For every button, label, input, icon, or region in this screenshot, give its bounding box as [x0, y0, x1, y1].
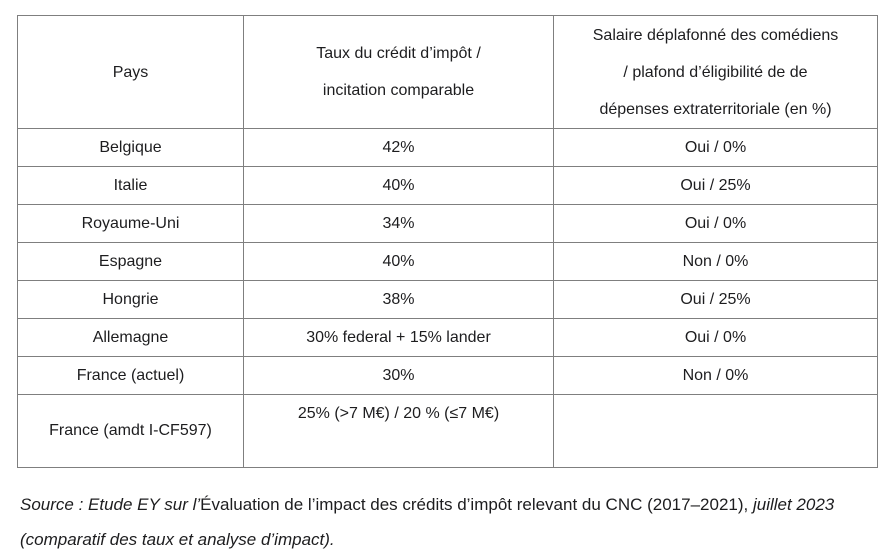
table-row-royaume-uni — [18, 205, 878, 243]
cell-salaire: Non / 0% — [554, 357, 878, 395]
header-label: Pays — [112, 63, 149, 81]
table-row-france-amdt — [18, 395, 878, 468]
header-cell-taux — [244, 16, 554, 129]
cell-taux: 40% — [244, 243, 554, 281]
table-row-italie — [18, 167, 878, 205]
table-row-france-actuel — [18, 357, 878, 395]
cell-salaire: Oui / 0% — [554, 129, 878, 167]
cell-pays: Allemagne — [18, 319, 244, 357]
table-row-hongrie — [18, 281, 878, 319]
source-citation — [20, 487, 878, 550]
table-row-allemagne — [18, 319, 878, 357]
header-label-line: incitation comparable — [322, 82, 475, 99]
cell-taux: 30% federal + 15% lander — [244, 319, 554, 357]
cell-pays: France (actuel) — [18, 357, 244, 395]
header-cell-pays — [18, 16, 244, 129]
header-label-line: dépenses extraterritoriale (en %) — [599, 100, 832, 118]
source-segment-italic: juillet 2023 (comparatif des taux et analyse d’impact). — [20, 495, 835, 549]
header-label-line: / plafond d’éligibilité de de — [623, 63, 808, 81]
header-row — [18, 16, 878, 129]
cell-pays: France (amdt I-CF597) — [18, 395, 244, 468]
table-row-espagne — [18, 243, 878, 281]
cell-salaire: Oui / 25% — [554, 167, 878, 205]
cell-taux: 40% — [244, 167, 554, 205]
header-cell-salaire — [554, 16, 878, 129]
cell-pays: Espagne — [18, 243, 244, 281]
cell-pays: Hongrie — [18, 281, 244, 319]
cell-taux: 25% (>7 M€) / 20 % (≤7 M€) — [244, 395, 554, 468]
source-segment-roman: Évaluation de l’impact des crédits d’impôt relevant du CNC (2017–2021), — [200, 495, 753, 514]
tax-credit-comparison-table — [17, 15, 878, 468]
cell-taux: 30% — [244, 357, 554, 395]
cell-taux: 38% — [244, 281, 554, 319]
cell-salaire: Oui / 0% — [554, 205, 878, 243]
source-segment-italic: Source : Etude EY sur l’ — [20, 495, 201, 514]
cell-pays: Belgique — [18, 129, 244, 167]
cell-pays: Royaume-Uni — [18, 205, 244, 243]
header-label-line: Taux du crédit d’impôt / — [316, 45, 481, 62]
cell-salaire: Oui / 25% — [554, 281, 878, 319]
cell-salaire: Oui / 0% — [554, 319, 878, 357]
cell-pays: Italie — [18, 167, 244, 205]
table-row-belgique — [18, 129, 878, 167]
cell-taux: 34% — [244, 205, 554, 243]
cell-taux: 42% — [244, 129, 554, 167]
cell-salaire: Non / 0% — [554, 243, 878, 281]
header-label-line: Salaire déplafonné des comédiens — [592, 26, 839, 44]
cell-salaire — [554, 395, 878, 468]
